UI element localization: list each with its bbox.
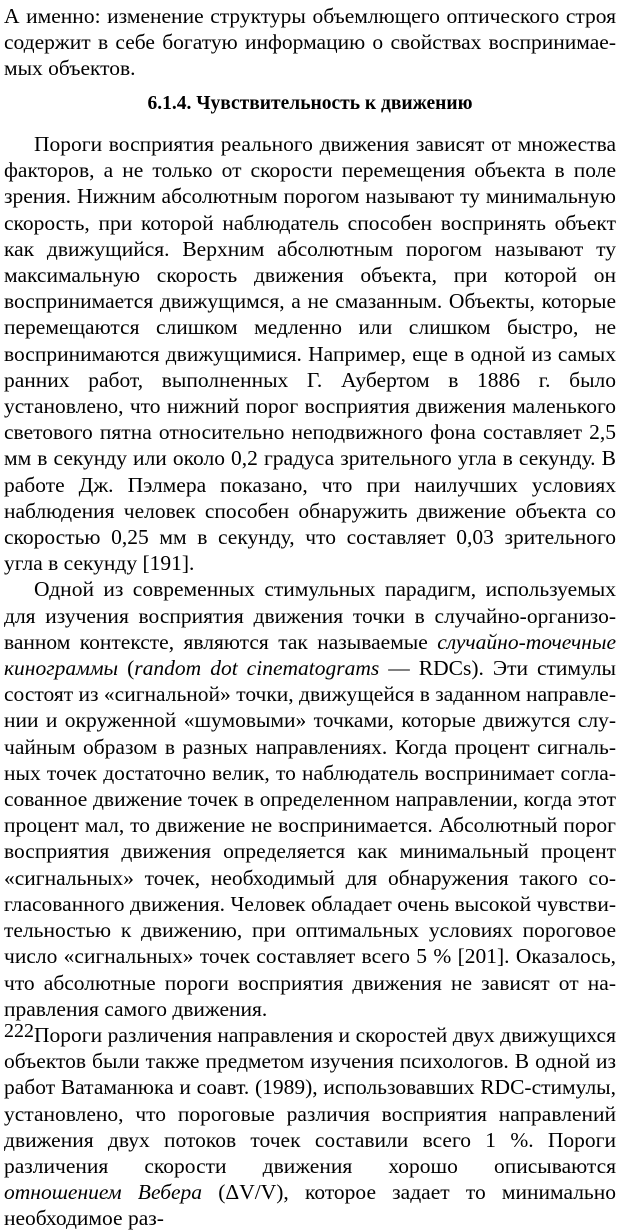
paragraph-rdc-text-end: — RDCs). Эти стимулы состоят из «сигнальной» точки, движущейся в заданном направлении и окруженной «шумовыми» точками, которые движутся случайным образом в разных направлениях. Когда процент сигнальных точек достаточно велик, то наблюдатель воспринимает согласованное движение точек в определенном направлении, когда этот процент мал, то движение не воспринимается. Абсолютный порог восприятия движения определяется как минимальный процент «сигнальных» точек, необходимый для обнаружения такого согласованного движения. Человек обладает очень высокой чувствительностью к движению, при оптимальных условиях пороговое число «сигнальных» точек составляет всего 5 % [201]. Оказалось, что абсолютные пороги восприятия движения не зависят от направления самого движения. bbox=[4, 656, 617, 1021]
intro-paragraph: А именно: изменение структуры объемлющего оптического строя содержит в себе богатую информацию о свойствах воспринимаемых объектов. bbox=[4, 4, 616, 81]
paragraph-rdc-text-start: Одной из современных стимульных парадигм, используемых для изучения восприятия движения точки в случайно-организованном контексте, являются так называемые bbox=[4, 577, 616, 654]
section-body bbox=[4, 131, 616, 1232]
paragraph-motion-thresholds: Пороги восприятия реального движения зависят от множества факторов, а не только от скорости перемещения объекта в поле зрения. Нижним абсолютным порогом называют ту минимальную скорость, при которой наблюдатель способен воспринять объект как движущийся. Верхним абсолютным порогом называют ту максимальную скорость движения объекта, при которой он воспринимается движущимся, а не смазанным. Объекты, которые перемещаются слишком медленно или слишком быстро, не воспринимаются движущимися. Например, еще в одной из самых ранних работ, выполненных Г. Аубертом в 1886 г. было установлено, что нижний порог восприятия движения маленького светового пятна относительно неподвижного фона составляет 2,5 мм в секунду или около 0,2 градуса зрительного угла в секунду. В работе Дж. Пэлмера показано, что при наилучших условиях наблюдения человек способен обнаружить движение объекта со скоростью 0,25 мм в секунду, что составляет 0,03 зрительного угла в секунду [191]. bbox=[4, 132, 616, 576]
paragraph-discrimination-text-end: (ΔV/V), которое задает то минимально необходимое раз- bbox=[4, 1180, 616, 1231]
open-parenthesis: ( bbox=[118, 656, 135, 681]
term-weber-ratio: отношением Вебера bbox=[4, 1180, 203, 1205]
paragraph-rdc-paradigm bbox=[4, 576, 616, 1021]
term-random-dot-kinograms: случайно-точечные кинограммы bbox=[4, 629, 616, 681]
paragraph-discrimination-text-start: Пороги различения направления и скоростей двух движущихся объектов были также предметом изучения психологов. В одной из работ Ватаманюка и соавт. (1989), использовавших RDC-стимулы, установлено, что пороговые различия восприятия направлений движения двух потоков точек составили всего 1 %. Пороги различения скорости движения хорошо описываются bbox=[4, 1022, 616, 1178]
page-number: 222 bbox=[4, 1020, 34, 1042]
paragraph-discrimination-thresholds bbox=[4, 1022, 616, 1232]
term-random-dot-cinematograms: random dot cinematograms bbox=[134, 656, 380, 681]
book-page bbox=[4, 0, 617, 1231]
section-heading: 6.1.4. Чувствительность к движению bbox=[147, 93, 473, 114]
